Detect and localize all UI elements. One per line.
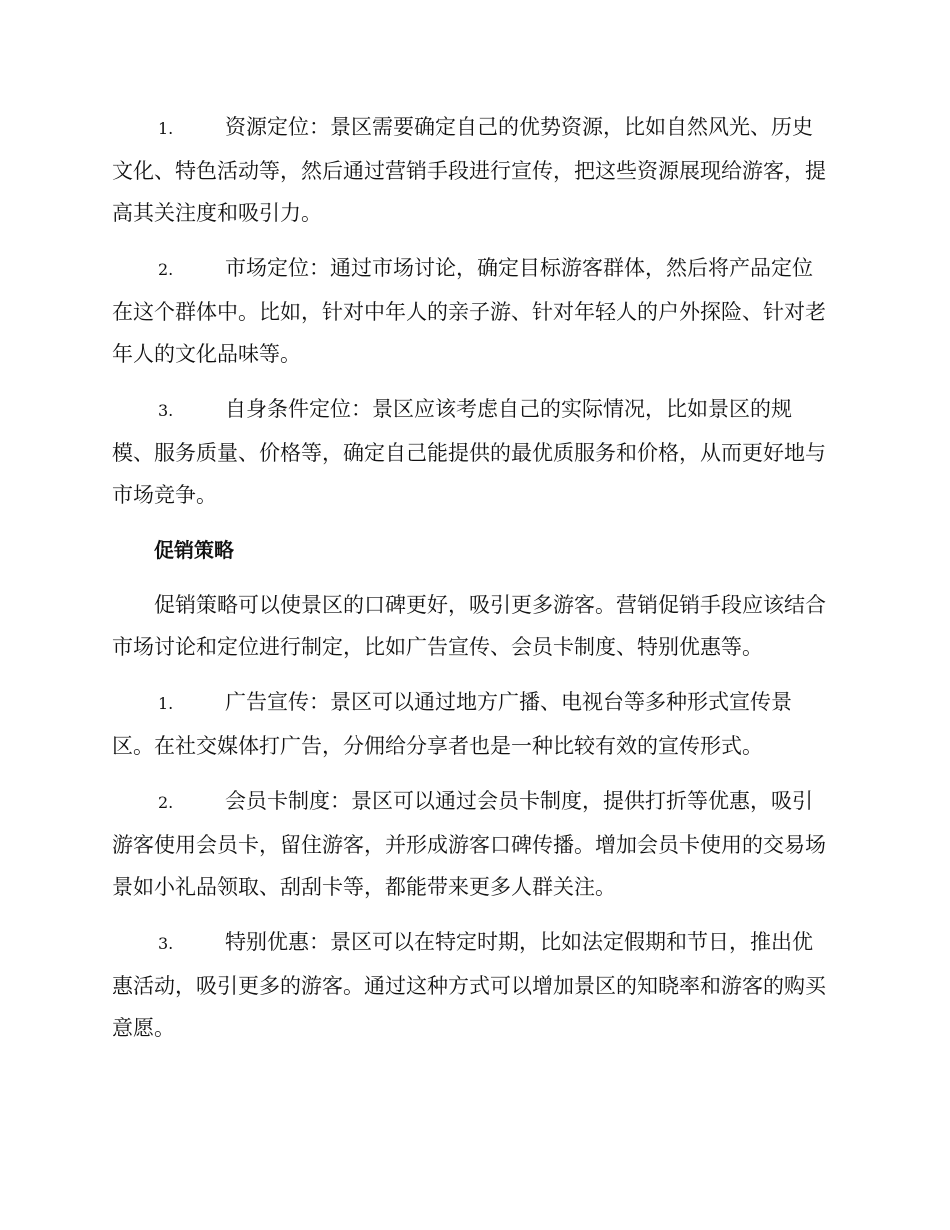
list-item-text: 广告宣传：景区可以通过地方广播、电视台等多种形式宣传景区。在社交媒体打广告，分佣给分享者也是一种比较有效的宣传形式。 [112,690,792,758]
list-item [112,681,832,767]
list-item-text: 自身条件定位：景区应该考虑自己的实际情况，比如景区的规模、服务质量、价格等，确定自己能提供的最优质服务和价格，从而更好地与市场竞争。 [112,397,826,507]
list-item-text: 市场定位：通过市场讨论，确定目标游客群体，然后将产品定位在这个群体中。比如，针对中年人的亲子游、针对年轻人的户外探险、针对老年人的文化品味等。 [112,256,826,366]
list-item-text: 特别优惠：景区可以在特定时期，比如法定假期和节日，推出优惠活动，吸引更多的游客。通过这种方式可以增加景区的知晓率和游客的购买意愿。 [112,930,826,1040]
list-item [112,106,832,234]
list-item [112,921,832,1049]
section-intro-paragraph: 促销策略可以使景区的口碑更好，吸引更多游客。营销促销手段应该结合市场讨论和定位进行制定，比如广告宣传、会员卡制度、特别优惠等。 [112,593,826,659]
list-item [112,388,832,516]
list-number: 3. [158,401,174,420]
list-number: 1. [158,694,174,713]
list-number: 1. [158,119,174,138]
list-number: 2. [158,793,174,812]
list-item [112,247,832,375]
list-item-text: 资源定位：景区需要确定自己的优势资源，比如自然风光、历史文化、特色活动等，然后通过营销手段进行宣传，把这些资源展现给游客，提高其关注度和吸引力。 [112,115,826,225]
document-body [112,106,832,1062]
list-number: 2. [158,260,174,279]
list-number: 3. [158,934,174,953]
list-item [112,780,832,908]
list-item-text: 会员卡制度：景区可以通过会员卡制度，提供打折等优惠，吸引游客使用会员卡，留住游客，并形成游客口碑传播。增加会员卡使用的交易场景如小礼品领取、刮刮卡等，都能带来更多人群关注。 [112,789,826,899]
section-heading: 促销策略 [154,538,234,562]
